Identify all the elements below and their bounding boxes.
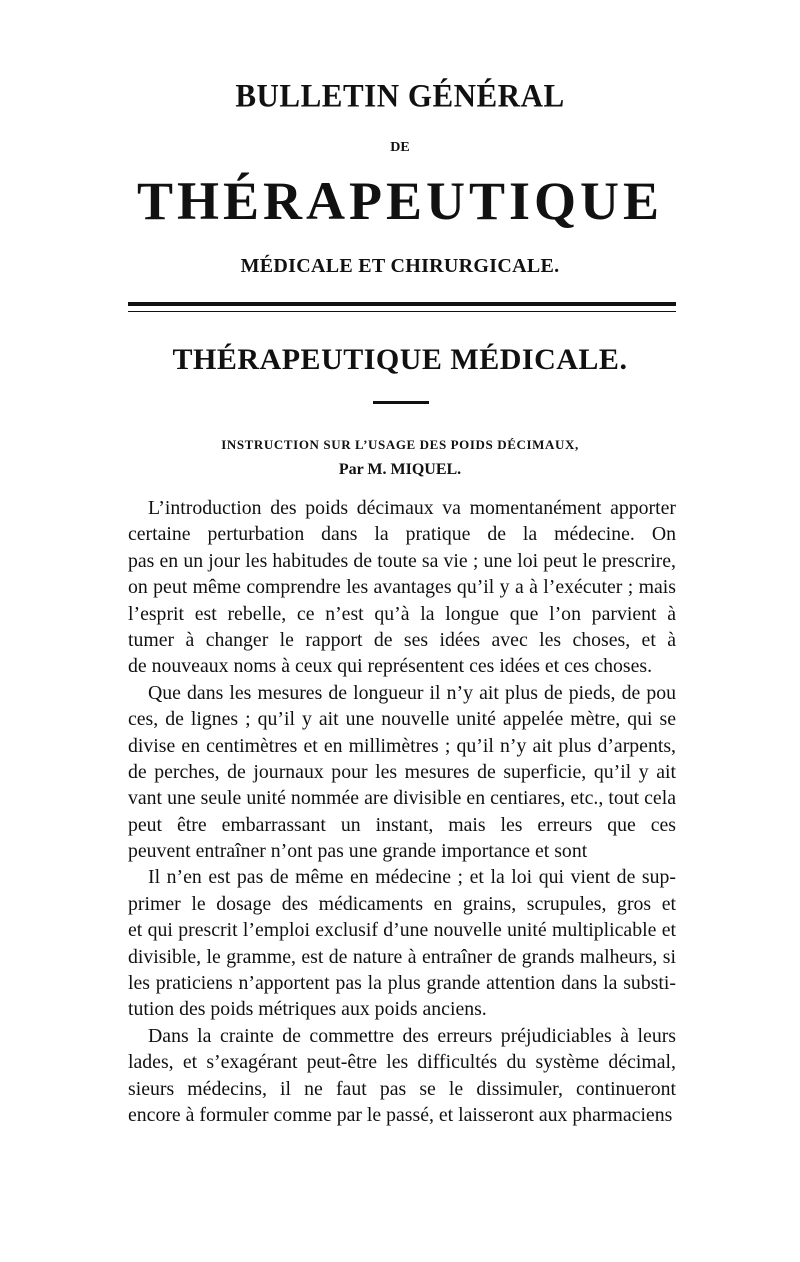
- text-line: Il n’en est pas de même en médecine ; et la loi qui vient de sup-: [148, 866, 676, 889]
- paragraph: [128, 864, 676, 1022]
- text-line: tumer à changer le rapport de ses idées avec les choses, et à: [128, 628, 676, 651]
- text-line: certaine perturbation dans la pratique de la médecine. On: [128, 523, 676, 546]
- text-line: de nouveaux noms à ceux qui représentent ces idées et ces choses.: [128, 655, 653, 678]
- double-rule-thick: [128, 302, 676, 306]
- article-author: Par M. MIQUEL.: [338, 461, 462, 478]
- text-line: divise en centimètres et en millimètres ; qu’il n’y ait plus d’arpents,: [128, 734, 676, 757]
- text-line: peut être embarrassant un instant, mais les erreurs que ces: [128, 813, 676, 836]
- text-line: peuvent entraîner n’ont pas une grande importance et sont: [128, 840, 588, 863]
- text-line: on peut même comprendre les avantages qu’il y a à l’exécuter ; mais: [128, 576, 676, 599]
- journal-title-main: THÉRAPEUTIQUE: [136, 171, 664, 231]
- text-line: encore à formuler comme par le passé, et laisseront aux pharmaciens: [128, 1103, 673, 1126]
- section-title: THÉRAPEUTIQUE MÉDICALE.: [172, 343, 628, 376]
- journal-title-de: DE: [390, 140, 410, 155]
- section-divider: [373, 401, 429, 404]
- paragraph: [128, 495, 676, 680]
- text-line: les praticiens n’apportent pas la plus grande attention dans la substi-: [128, 972, 676, 995]
- article-body: [128, 495, 676, 1128]
- text-line: Que dans les mesures de longueur il n’y ait plus de pieds, de pou: [148, 681, 676, 704]
- text-line: l’esprit est rebelle, ce n’est qu’à la longue que l’on parvient à: [128, 602, 676, 625]
- text-line: primer le dosage des médicaments en grains, scrupules, gros et: [128, 892, 676, 915]
- journal-title-top: BULLETIN GÉNÉRAL: [235, 77, 565, 114]
- journal-subtitle: MÉDICALE ET CHIRURGICALE.: [240, 255, 560, 277]
- text-line: ces, de lignes ; qu’il y ait une nouvelle unité appelée mètre, qui se: [128, 708, 676, 731]
- text-line: sieurs médecins, il ne faut pas se le dissimuler, continueront: [128, 1077, 676, 1100]
- article-title: INSTRUCTION SUR L’USAGE DES POIDS DÉCIMAUX,: [221, 437, 579, 452]
- text-line: lades, et s’exagérant peut-être les difficultés du système décimal,: [128, 1051, 676, 1074]
- text-line: et qui prescrit l’emploi exclusif d’une nouvelle unité multiplicable et: [128, 919, 676, 942]
- text-line: Dans la crainte de commettre des erreurs préjudiciables à leurs: [148, 1024, 676, 1047]
- text-line: tution des poids métriques aux poids anciens.: [128, 998, 487, 1021]
- text-line: L’introduction des poids décimaux va momentanément apporter: [148, 497, 676, 519]
- paragraph: [128, 680, 676, 865]
- double-rule-thin: [128, 311, 676, 312]
- paragraph: [128, 1023, 676, 1129]
- text-line: de perches, de journaux pour les mesures de superficie, qu’il y ait: [128, 760, 676, 783]
- text-line: vant une seule unité nommée are divisible en centiares, etc., tout cela: [128, 787, 676, 810]
- text-line: pas en un jour les habitudes de toute sa vie ; une loi peut le prescrire,: [128, 549, 676, 572]
- text-line: divisible, le gramme, est de nature à entraîner de grands malheurs, si: [128, 945, 676, 968]
